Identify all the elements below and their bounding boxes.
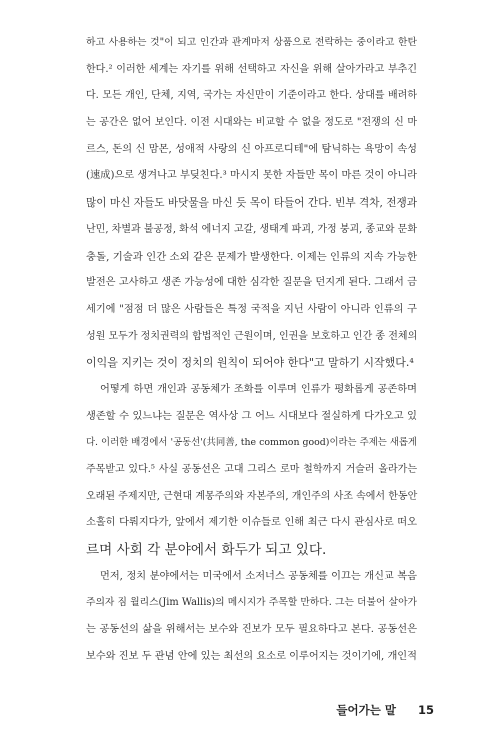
text-line: 많이 마신 자들도 바닷물을 마신 듯 목이 타들어 간다. 빈부 격차, 전쟁과 xyxy=(86,197,417,210)
text-line: 주목받고 있다.⁵ 사실 공동선은 고대 그리스 로마 철학까지 거슬러 올라가는 xyxy=(86,464,417,475)
text-line: 하고 사용하는 것"이 되고 인간과 관계마저 상품으로 전락하는 중이라고 한탄 xyxy=(86,37,417,48)
page-number: 15 xyxy=(417,703,434,717)
text-line: 성원 모두가 정치권력의 합법적인 근원이며, 인권을 보호하고 인간 종 전체의 xyxy=(86,330,418,342)
text-line: (速成)으로 생겨나고 부딪친다.³ 마시지 못한 자들만 목이 마른 것이 아니라 xyxy=(86,170,417,182)
text-line: 소홀히 다뤄지다가, 앞에서 제기한 이슈들로 인해 최근 다시 관심사로 떠오 xyxy=(86,517,417,529)
text-line: 다. 이러한 배경에서 '공동선'(共同善, the common good)이라는 주제는 새롭게 xyxy=(86,437,417,449)
text-line: 오래된 주제지만, 근현대 계몽주의와 자본주의, 개인주의 사조 속에서 한동안 xyxy=(86,490,418,502)
running-section-title: 들어가는 말 xyxy=(336,703,396,717)
text-line: 주의자 짐 월리스(Jim Wallis)의 메시지가 주목할 만하다. 그는 더불어 살아가 xyxy=(86,597,417,609)
text-line: 는 공동선의 삶을 위해서는 보수와 진보가 모두 필요하다고 본다. 공동선은 xyxy=(86,624,417,636)
text-line: 난민, 차별과 불공정, 화석 에너지 고갈, 생태계 파괴, 가정 붕괴, 종교와 문화 xyxy=(86,223,417,235)
text-line: 는 공간은 없어 보인다. 이전 시대와는 비교할 수 없을 정도로 "전쟁의 신 마 xyxy=(86,117,417,129)
text-line: 한다.² 이러한 세계는 자기를 위해 선택하고 자신을 위해 살아가라고 부추긴 xyxy=(86,63,417,75)
text-line: 생존할 수 있느냐는 질문은 역사상 그 어느 시대보다 절실하게 다가오고 있 xyxy=(86,410,417,422)
text-line: 르스, 돈의 신 맘몬, 성애적 사랑의 신 아프로디테"에 탐닉하는 욕망이 속성 xyxy=(86,143,417,155)
text-line: 보수와 진보 두 관념 안에 있는 최선의 요소로 이루어지는 것이기에, 개인적 xyxy=(86,650,417,662)
text-line: 다. 모든 개인, 단체, 지역, 국가는 자신만이 기준이라고 한다. 상대를 배려하 xyxy=(86,90,417,102)
text-line: 이익을 지키는 것이 정치의 원칙이 되어야 한다"고 말하기 시작했다.⁴ xyxy=(86,356,414,370)
text-line: 발전은 고사하고 생존 가능성에 대한 심각한 질문을 던지게 된다. 그래서 금 xyxy=(86,277,417,289)
body-text xyxy=(86,30,417,671)
text-line: 세기에 "점점 더 많은 사람들은 특정 국적을 지닌 사람이 아니라 인류의 구 xyxy=(86,303,417,315)
text-line: 충돌, 기술과 인간 소외 같은 문제가 발생한다. 이제는 인류의 지속 가능한 xyxy=(86,250,417,263)
text-line: 르며 사회 각 분야에서 화두가 되고 있다. xyxy=(86,542,327,559)
text-line: 어떻게 하면 개인과 공동체가 조화를 이루며 인류가 평화롭게 공존하며 xyxy=(100,383,417,395)
page-footer xyxy=(336,702,434,718)
text-line: 먼저, 정치 분야에서는 미국에서 소저너스 공동체를 이끄는 개신교 복음 xyxy=(100,570,417,582)
